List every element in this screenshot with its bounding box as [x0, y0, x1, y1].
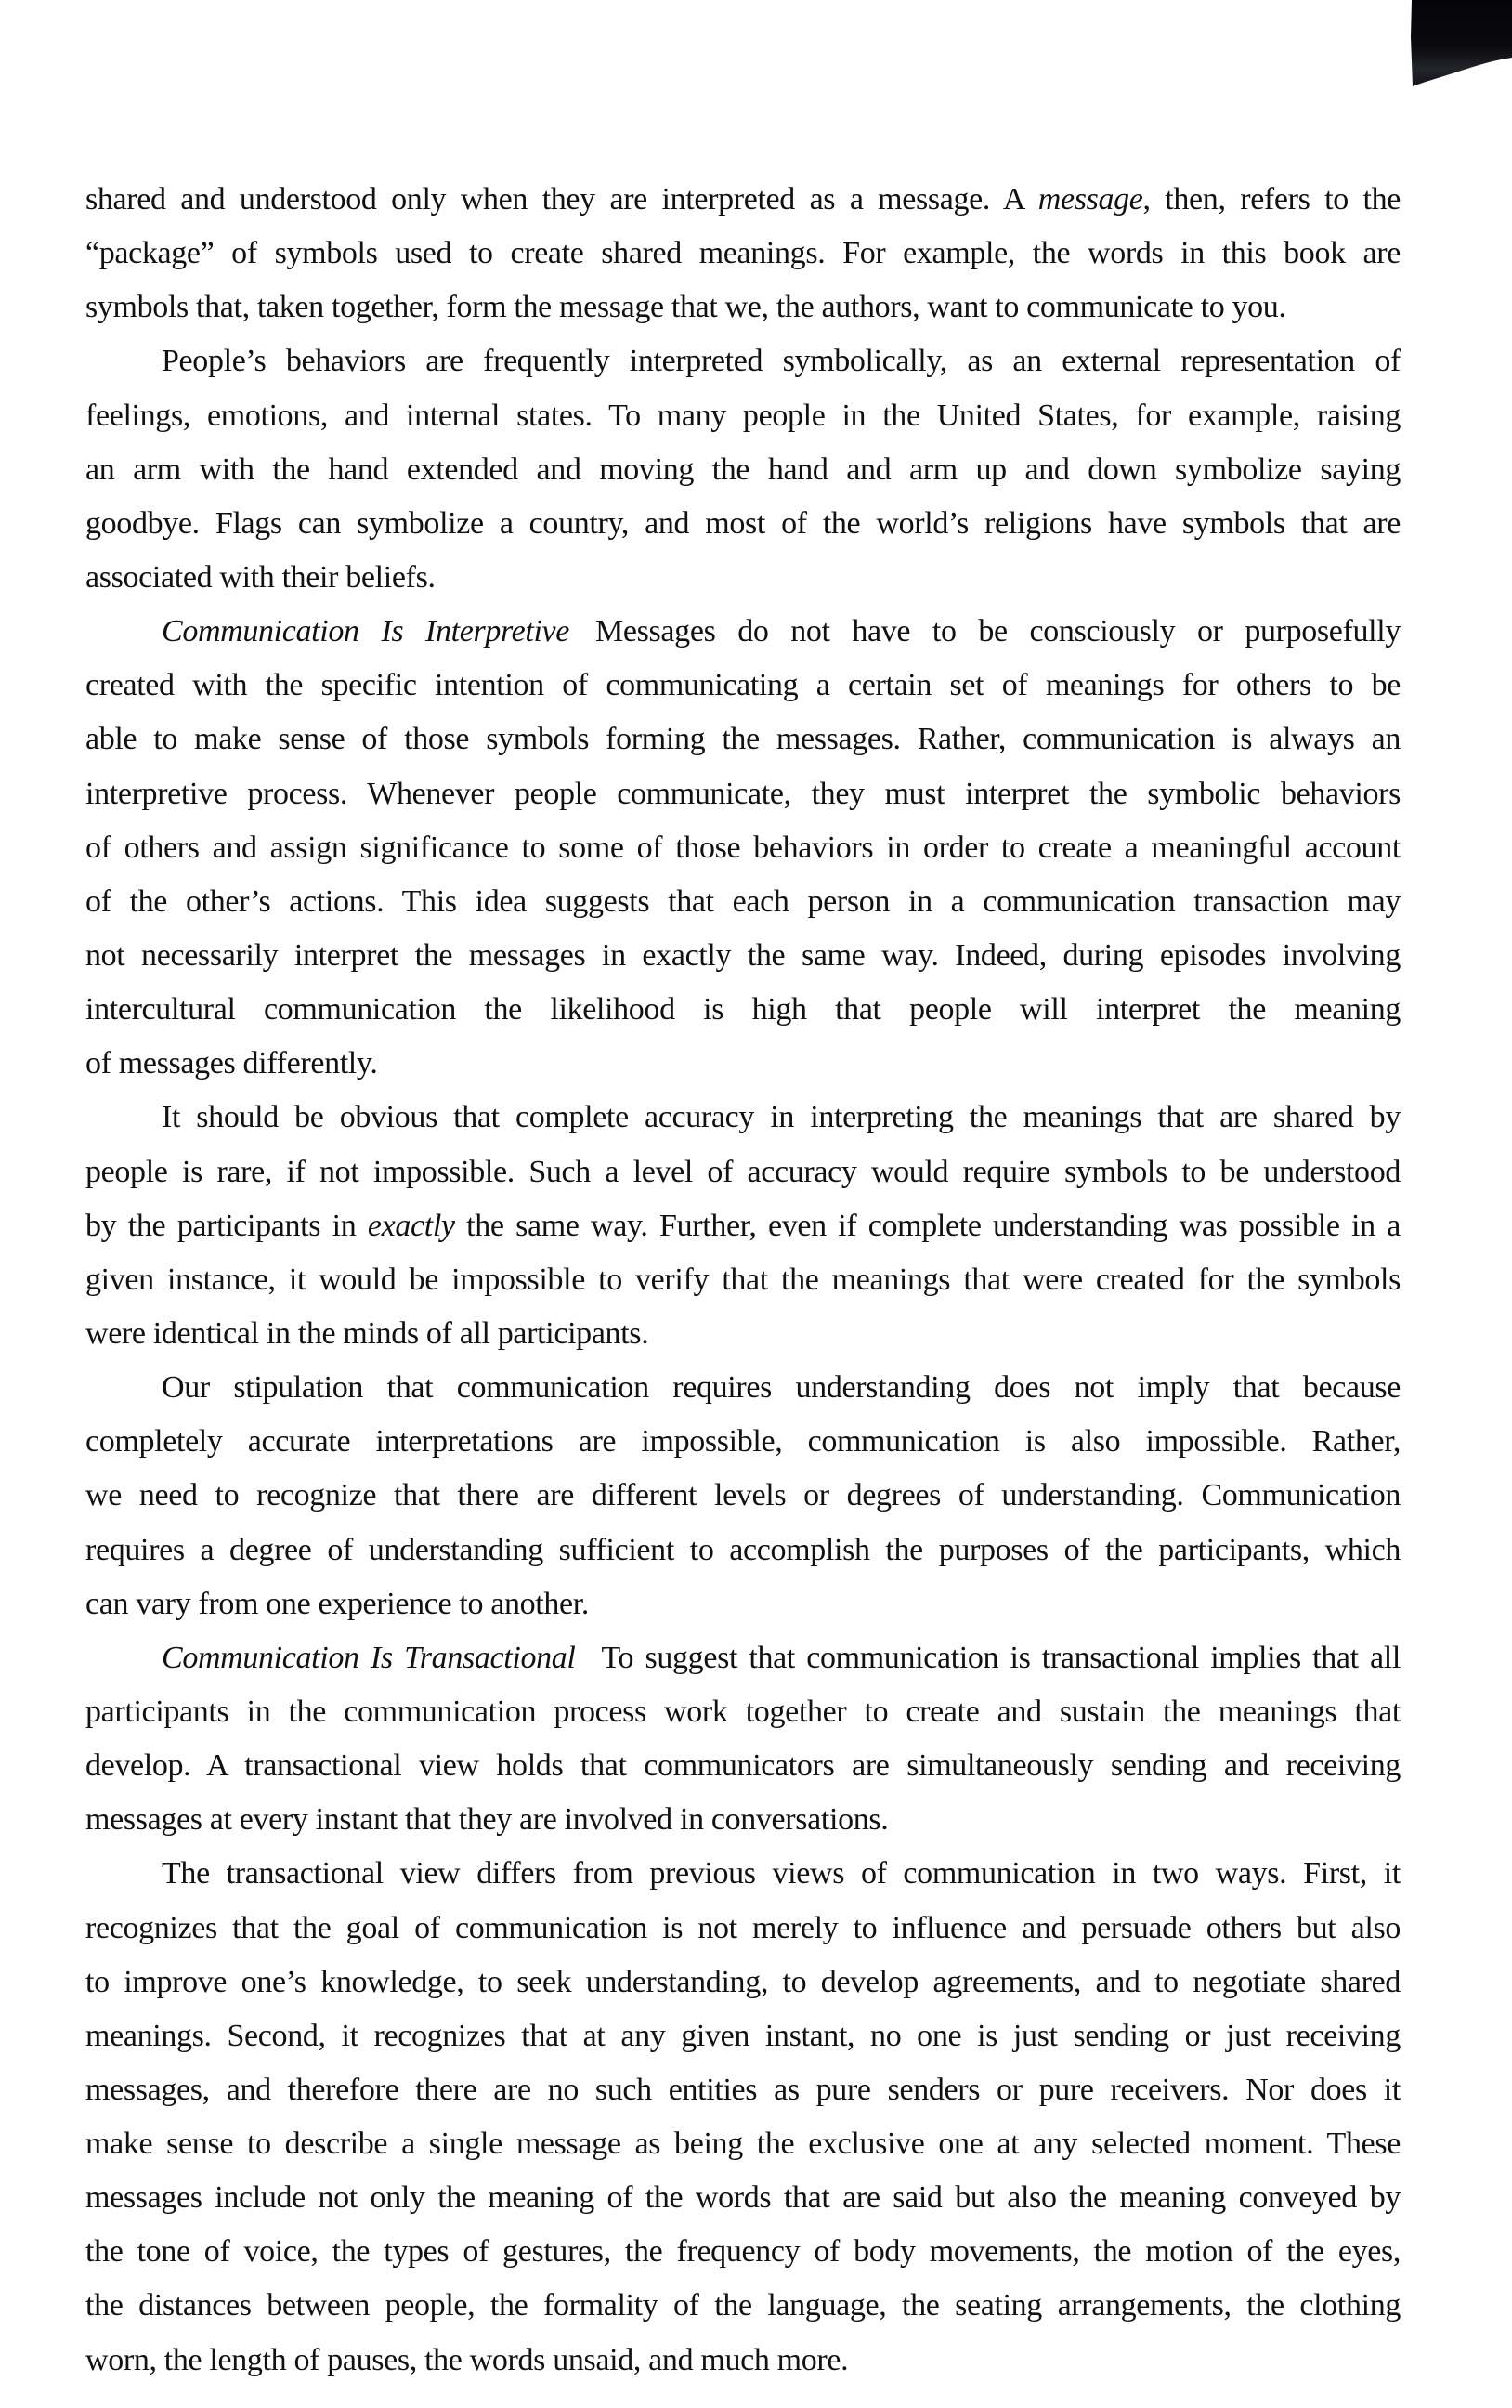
text-line: requires a degree of understanding sufficient to accomplish the purposes of the participants, which: [85, 1532, 1401, 1567]
scanned-page-edge-shadow: [0, 0, 1512, 102]
text-line: People’s behaviors are frequently interpreted symbolically, as an external representation of: [162, 344, 1401, 379]
text-line: feelings, emotions, and internal states. To many people in the United States, for example, raising: [85, 398, 1401, 433]
paragraph: [85, 334, 1401, 605]
text-line: messages, and therefore there are no such entities as pure senders or pure receivers. Nor does it: [85, 2072, 1401, 2107]
book-page-body: [85, 173, 1401, 2388]
emphasis: message: [1037, 182, 1143, 216]
text-line: It should be obvious that complete accuracy in interpreting the meanings that are shared by: [162, 1100, 1401, 1135]
text-line: interpretive process. Whenever people communicate, they must interpret the symbolic behaviors: [85, 776, 1401, 811]
text-line: can vary from one experience to another.: [85, 1586, 590, 1621]
paragraph: [85, 173, 1401, 334]
text-line: messages include not only the meaning of the words that are said but also the meaning conveyed by: [85, 2180, 1401, 2216]
subsection-paragraph: [85, 605, 1401, 1091]
text-line: Communication Is Interpretive Messages do not have to be consciously or purposefully: [162, 614, 1401, 649]
text-line: “package” of symbols used to create shared meanings. For example, the words in this book are: [85, 236, 1401, 271]
text-line: shared and understood only when they are interpreted as a message. A message, then, refers to the: [85, 182, 1401, 216]
text-line: created with the specific intention of communicating a certain set of meanings for others to be: [85, 668, 1401, 703]
text-line: were identical in the minds of all participants.: [85, 1315, 649, 1351]
text-line: people is rare, if not impossible. Such a level of accuracy would require symbols to be understood: [85, 1154, 1401, 1189]
subsection-paragraph: [85, 1631, 1401, 1848]
text-line: of the other’s actions. This idea suggests that each person in a communication transaction may: [85, 883, 1401, 919]
text-line: meanings. Second, it recognizes that at any given instant, no one is just sending or just receiving: [85, 2018, 1401, 2053]
text-line: able to make sense of those symbols forming the messages. Rather, communication is always an: [85, 722, 1401, 757]
text-line: not necessarily interpret the messages in exactly the same way. Indeed, during episodes involving: [85, 937, 1401, 973]
text-line: an arm with the hand extended and moving the hand and arm up and down symbolize saying: [85, 452, 1401, 487]
text-line: associated with their beliefs.: [85, 559, 436, 595]
run-in-heading: Communication Is Interpretive: [162, 614, 570, 649]
text-line: of messages differently.: [85, 1046, 378, 1081]
text-line: The transactional view differs from previous views of communication in two ways. First, it: [162, 1856, 1401, 1891]
text-line: intercultural communication the likelihood is high that people will interpret the meaning: [85, 992, 1401, 1027]
text-line: symbols that, taken together, form the message that we, the authors, want to communicate to you.: [85, 290, 1286, 325]
text-line: the distances between people, the formality of the language, the seating arrangements, the clothing: [85, 2288, 1401, 2323]
run-in-heading: Communication Is Transactional: [162, 1640, 576, 1675]
text-line: we need to recognize that there are different levels or degrees of understanding. Communication: [85, 1478, 1401, 1513]
text-line: worn, the length of pauses, the words unsaid, and much more.: [85, 2342, 849, 2377]
text-line: messages at every instant that they are involved in conversations.: [85, 1802, 889, 1838]
text-line: Our stipulation that communication requires understanding does not imply that because: [162, 1370, 1401, 1406]
text-line: of others and assign significance to some of those behaviors in order to create a meaningful account: [85, 830, 1401, 865]
text-line: recognizes that the goal of communication is not merely to influence and persuade others but also: [85, 1910, 1401, 1945]
text-line: Communication Is Transactional To suggest that communication is transactional implies that all: [162, 1640, 1401, 1675]
text-line: by the participants in exactly the same way. Further, even if complete understanding was possible in a: [85, 1208, 1401, 1243]
text-line: to improve one’s knowledge, to seek understanding, to develop agreements, and to negotiate shared: [85, 1964, 1401, 1999]
text-line: completely accurate interpretations are impossible, communication is also impossible. Rather,: [85, 1424, 1401, 1459]
paragraph: [85, 1091, 1401, 1361]
paragraph: [85, 1847, 1401, 2387]
text-line: make sense to describe a single message as being the exclusive one at any selected moment. These: [85, 2127, 1401, 2162]
paragraph: [85, 1361, 1401, 1631]
text-line: participants in the communication process work together to create and sustain the meanings that: [85, 1694, 1401, 1729]
text-line: develop. A transactional view holds that communicators are simultaneously sending and receiving: [85, 1748, 1401, 1784]
text-line: goodbye. Flags can symbolize a country, and most of the world’s religions have symbols that are: [85, 505, 1401, 541]
text-line: the tone of voice, the types of gestures, the frequency of body movements, the motion of the eyes,: [85, 2234, 1401, 2270]
text-line: given instance, it would be impossible to verify that the meanings that were created for the symbols: [85, 1262, 1401, 1297]
emphasis: exactly: [367, 1208, 455, 1243]
